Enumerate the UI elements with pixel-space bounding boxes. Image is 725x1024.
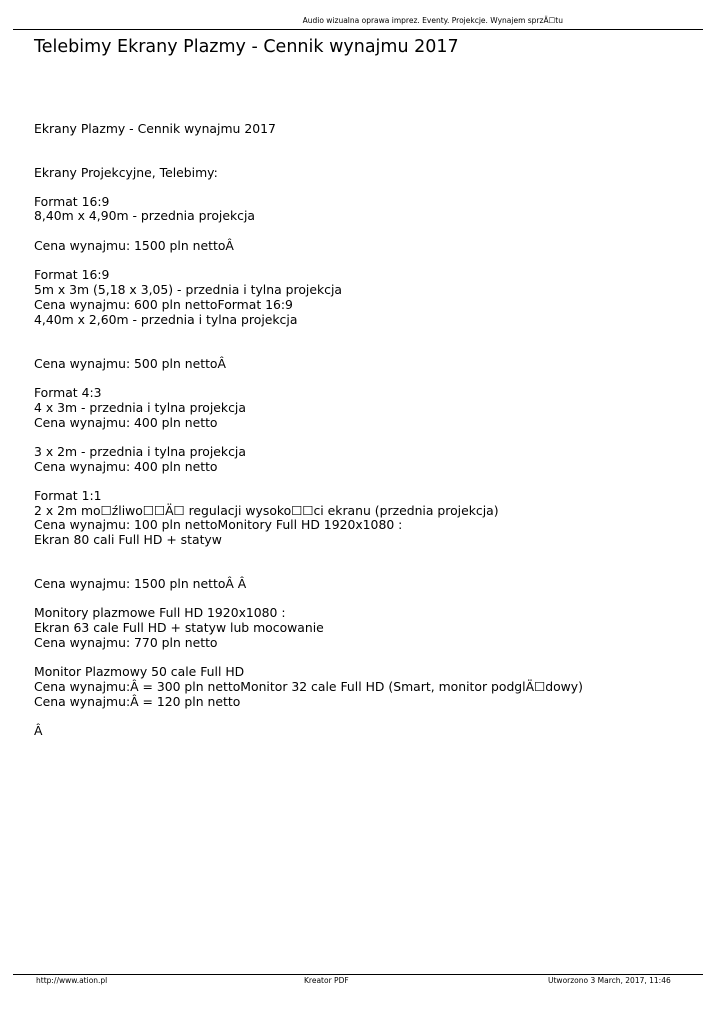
price-line: Cena wynajmu: 1500 pln nettoÂ — [34, 238, 234, 253]
footer-generator: Kreator PDF — [304, 976, 349, 985]
product-heading: Monitor Plazmowy 50 cale Full HD — [34, 664, 245, 679]
size-line: 3 x 2m - przednia i tylna projekcja — [34, 444, 246, 459]
price-line: Cena wynajmu:Â = 300 pln nettoMonitor 32 cale Full HD (Smart, monitor podglÄ☐dowy) — [34, 679, 583, 694]
price-line: Cena wynajmu: 600 pln nettoFormat 16:9 — [34, 297, 293, 312]
format-line: Format 4:3 — [34, 385, 102, 400]
size-line: 8,40m x 4,90m - przednia projekcja — [34, 208, 256, 223]
price-line: Cena wynajmu: 1500 pln nettoÂ Â — [34, 576, 247, 591]
size-line: 5m x 3m (5,18 x 3,05) - przednia i tylna projekcja — [34, 282, 342, 297]
format-line: Format 16:9 — [34, 267, 110, 282]
document-title: Telebimy Ekrany Plazmy - Cennik wynajmu 2017 — [34, 37, 459, 57]
price-line: Cena wynajmu: 400 pln netto — [34, 459, 218, 474]
section-subheading: Ekrany Projekcyjne, Telebimy: — [34, 165, 218, 180]
section-heading: Ekrany Plazmy - Cennik wynajmu 2017 — [34, 121, 276, 136]
size-line: 4 x 3m - przednia i tylna projekcja — [34, 400, 246, 415]
price-line: Cena wynajmu: 770 pln netto — [34, 635, 218, 650]
format-line: Format 16:9 — [34, 194, 110, 209]
format-line: Format 1:1 — [34, 488, 102, 503]
product-line: Ekran 80 cali Full HD + statyw — [34, 532, 222, 547]
product-line: Ekran 63 cale Full HD + statyw lub mocowanie — [34, 620, 324, 635]
price-line: Cena wynajmu: 500 pln nettoÂ — [34, 356, 226, 371]
price-line: Cena wynajmu:Â = 120 pln netto — [34, 694, 241, 709]
footer-divider — [13, 974, 703, 975]
footer-url-link[interactable]: http://www.ation.pl — [36, 976, 108, 985]
price-line: Cena wynajmu: 100 pln nettoMonitory Full HD 1920x1080 : — [34, 517, 403, 532]
size-line: 2 x 2m mo☐źliwo☐☐Ä☐ regulacji wysoko☐☐ci ekranu (przednia projekcja) — [34, 503, 499, 518]
price-line: Cena wynajmu: 400 pln netto — [34, 415, 218, 430]
size-line: 4,40m x 2,60m - przednia i tylna projekcja — [34, 312, 298, 327]
footer-created-date: Utworzono 3 March, 2017, 11:46 — [548, 976, 671, 985]
product-heading: Monitory plazmowe Full HD 1920x1080 : — [34, 605, 286, 620]
page-header-tagline: Audio wizualna oprawa imprez. Eventy. Projekcje. Wynajem sprzÄ☐tu — [302, 16, 563, 25]
stray-character: Â — [34, 723, 43, 738]
header-divider — [13, 29, 703, 30]
